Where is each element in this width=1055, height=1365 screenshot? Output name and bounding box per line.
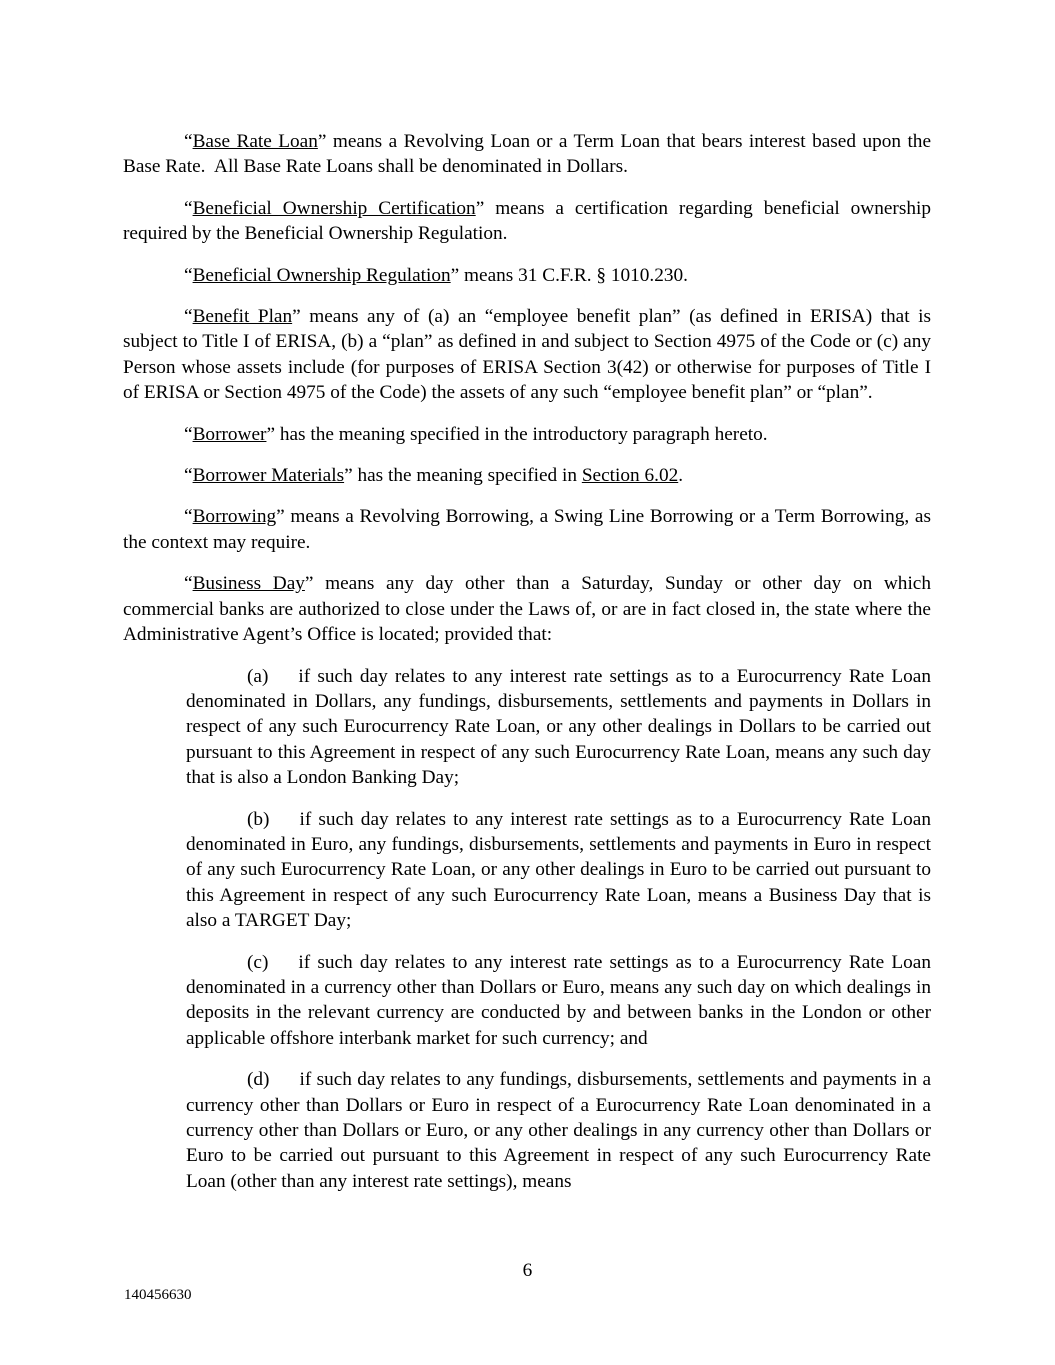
text-run: “ — [184, 131, 193, 152]
definition-paragraph — [123, 129, 931, 180]
document-id-footer: 140456630 — [124, 1287, 192, 1303]
text-run: . — [678, 465, 684, 487]
text-run: if such day relates to any interest rate settings as to a Eurocurrency Rate Loan denominated in Dollars, any fundings, disbursements, settlements and payments in Dollars in respect of any such Eurocurrency Rate Loan, or any other dealings in Dollars to be carried out pursuant to this Agreement in respect of any such Eurocurrency Rate Loan, means any such day that is also a London Banking Day; — [186, 665, 931, 789]
text-run: if such day relates to any interest rate settings as to a Eurocurrency Rate Loan denominated in a currency other than Dollars or Euro, means any such day on which dealings in deposits in the relevant currency are conducted by and between banks in the London or other applicable offshore interbank market for such currency; and — [186, 951, 931, 1049]
text-run: if such day relates to any interest rate settings as to a Eurocurrency Rate Loan denominated in Euro, any fundings, disbursements, settlements and payments in Euro in respect of any such Eurocurrency Rate Loan, or any other dealings in Euro to be carried out pursuant to this Agreement in respect of any such Eurocurrency Rate Loan, means a Business Day that is also a TARGET Day; — [186, 808, 931, 932]
defined-term: Section 6.02 — [581, 465, 679, 487]
text-run: ” means a Revolving Borrowing, a Swing Line Borrowing or a Term Borrowing, as the context may require. — [123, 506, 931, 553]
clause-label: (c) — [247, 951, 269, 973]
page-number: 6 — [522, 1260, 533, 1281]
defined-term: Borrower — [192, 423, 267, 445]
text-run: ” means any day other than a Saturday, Sunday or other day on which commercial banks are authorized to close under the Laws of, or are in fact closed in, the state where the Administrative Agent’s Office is located; provided that: — [123, 573, 931, 646]
definition-paragraph — [123, 463, 931, 488]
definition-paragraph — [123, 571, 931, 647]
text-run: “ — [184, 197, 193, 219]
document-body — [123, 129, 931, 1210]
defined-term: Borrower Materials — [192, 465, 345, 487]
defined-term: Benefit Plan — [192, 306, 293, 328]
clause-paragraph — [186, 807, 931, 934]
clause-paragraph — [186, 1067, 931, 1194]
definition-paragraph — [123, 196, 931, 247]
text-run: if such day relates to any fundings, disbursements, settlements and payments in a currency other than Dollars or Euro in respect of a Eurocurrency Rate Loan denominated in a currency other than Dollars or Euro, or any other dealings in any currency other than Dollars or Euro to be carried out pursuant to this Agreement in respect of any such Eurocurrency Rate Loan (other than any interest rate settings), means — [186, 1069, 931, 1192]
definition-paragraph — [123, 304, 931, 406]
text-run: ” means a certification regarding beneficial ownership required by the Beneficial Ownership Regulation. — [123, 197, 931, 245]
defined-term: Borrowing — [192, 506, 277, 528]
definition-paragraph — [123, 504, 931, 555]
text-run: “ — [184, 423, 193, 445]
defined-term: Beneficial Ownership Certification — [192, 197, 476, 219]
text-run: ” means a Revolving Loan or a Term Loan that bears interest based upon the Base Rate. All Base Rate Loans shall be denominated in Dollars. — [123, 131, 931, 178]
defined-term: Beneficial Ownership Regulation — [192, 264, 451, 286]
text-run: ” has the meaning specified in the introductory paragraph hereto. — [266, 423, 768, 445]
clause-label: (a) — [247, 665, 269, 687]
clause-label: (d) — [247, 1069, 270, 1091]
text-run: “ — [184, 573, 193, 595]
text-run: “ — [184, 506, 193, 528]
definition-paragraph — [123, 263, 931, 288]
text-run: “ — [184, 465, 193, 487]
text-run: “ — [184, 264, 193, 286]
definition-paragraph — [123, 422, 931, 447]
text-run: ” means 31 C.F.R. § 1010.230. — [450, 264, 688, 286]
text-run: ” has the meaning specified in — [344, 465, 582, 487]
clause-label: (b) — [247, 808, 270, 830]
clause-paragraph — [186, 950, 931, 1052]
text-run: “ — [184, 306, 193, 328]
text-run: ” means any of (a) an “employee benefit plan” (as defined in ERISA) that is subject to Title I of ERISA, (b) a “plan” as defined in and subject to Section 4975 of the Code or (c) any Person whose assets include (for purposes of ERISA Section 3(42) or otherwise for purposes of Title I of ERISA or Section 4975 of the Code) the assets of any such “employee benefit plan” or “plan”. — [123, 306, 931, 404]
clause-paragraph — [186, 664, 931, 791]
defined-term: Base Rate Loan — [192, 131, 318, 152]
defined-term: Business Day — [192, 573, 305, 595]
